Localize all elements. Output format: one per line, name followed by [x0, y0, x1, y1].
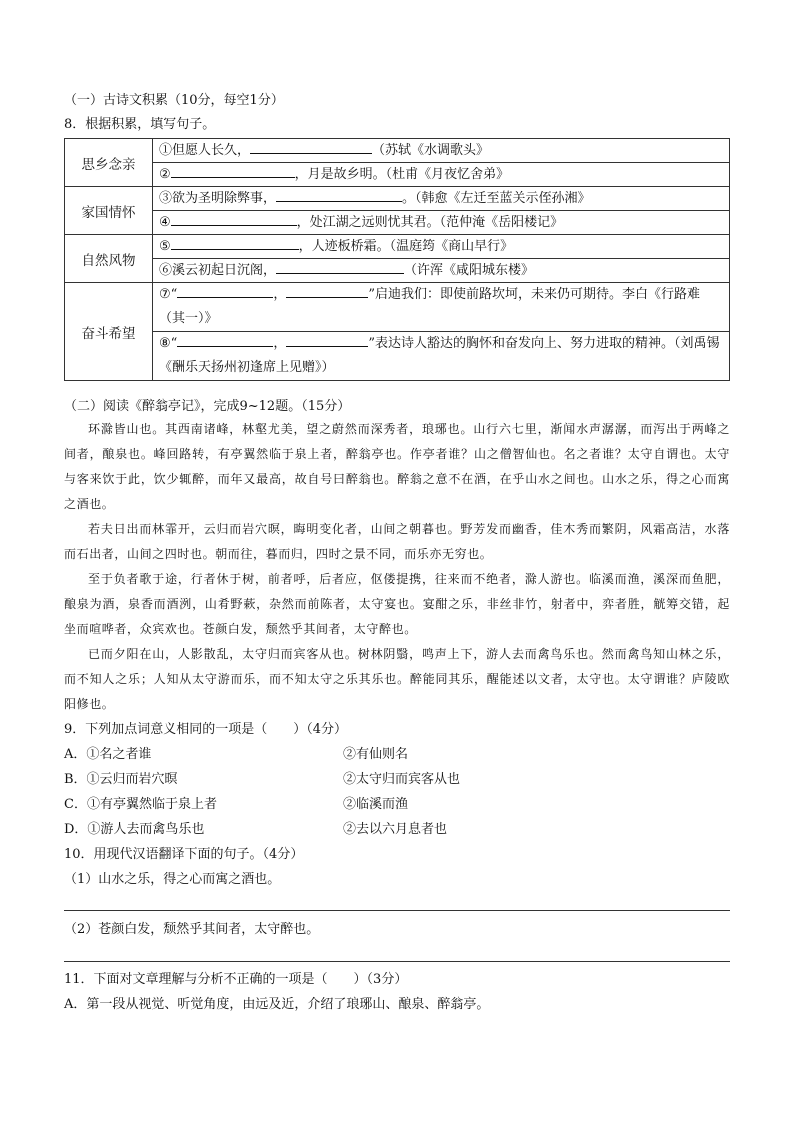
answer-blank[interactable] [250, 139, 372, 154]
answer-blank[interactable] [177, 283, 273, 298]
answer-blank[interactable] [171, 211, 297, 226]
reading-passage [64, 417, 730, 717]
fill-item: ② ，月是故乡明。（杜甫《月夜忆舍弟》 [153, 163, 730, 187]
q9-option-b-pair: ②太守归而宾客从也 [343, 772, 461, 787]
answer-blank[interactable] [276, 187, 402, 202]
passage-paragraph: 环滁皆山也。其西南诸峰，林壑尤美，望之蔚然而深秀者，琅琊也。山行六七里，渐闻水声潺潺，而泻出于两峰之间者，酿泉也。峰回路转，有亭翼然临于泉上者，醉翁亭也。作亭者谁？山之僧智仙也。名之者谁？太守自谓也。太守与客来饮于此，饮少辄醉，而年又最高，故自号曰醉翁也。醉翁之意不在酒，在乎山水之间也。山水之乐，得之心而寓之酒也。 [64, 422, 730, 511]
answer-line[interactable] [64, 961, 730, 962]
fill-item: ③欲为圣明除弊事， 。（韩愈《左迁至蓝关示侄孙湘》 [153, 187, 730, 211]
answer-blank[interactable] [286, 283, 368, 298]
table-row [65, 211, 730, 235]
table-row [65, 283, 730, 332]
passage-paragraph: 若夫日出而林霏开，云归而岩穴暝，晦明变化者，山间之朝暮也。野芳发而幽香，佳木秀而繁阴，风霜高洁，水落而石出者，山间之四时也。朝而往，暮而归，四时之景不同，而乐亦无穷也。 [64, 522, 730, 561]
category-cell: 思乡念亲 [65, 139, 153, 187]
answer-blank[interactable] [171, 235, 299, 250]
q10-sentence-1: （1）山水之乐，得之心而寓之酒也。 [64, 872, 281, 887]
answer-blank[interactable] [276, 259, 404, 274]
q9-option-a[interactable]: A．①名之者谁 [64, 747, 152, 762]
category-cell: 家国情怀 [65, 187, 153, 235]
table-row [65, 187, 730, 211]
fill-item: ⑦“ ， ”启迪我们：即使前路坎坷，未来仍可期待。李白《行路难（其一）》 [153, 283, 730, 332]
q10-title: 10．用现代汉语翻译下面的句子。（4分） [64, 847, 304, 862]
table-row [65, 332, 730, 381]
q11-title: 11．下面对文章理解与分析不正确的一项是（ ）（3分） [64, 972, 408, 987]
category-cell: 自然风物 [65, 235, 153, 283]
q9-option-d-pair: ②去以六月息者也 [343, 822, 448, 837]
answer-blank[interactable] [286, 332, 368, 347]
q11-option-a[interactable]: A．第一段从视觉、听觉角度，由远及近，介绍了琅琊山、酿泉、醉翁亭。 [64, 997, 490, 1012]
fill-item: ⑥溪云初起日沉阁， （许浑《咸阳城东楼》 [153, 259, 730, 283]
table-row [65, 163, 730, 187]
q8-table [64, 138, 730, 381]
answer-line[interactable] [64, 910, 730, 911]
category-cell: 奋斗希望 [65, 283, 153, 381]
table-row [65, 259, 730, 283]
q8-title: 8．根据积累，填写句子。 [64, 117, 216, 132]
q9-option-a-pair: ②有仙则名 [343, 747, 409, 762]
q9-option-b[interactable]: B．①云归而岩穴暝 [64, 772, 178, 787]
fill-item: ④ ，处江湖之远则忧其君。（范仲淹《岳阳楼记》 [153, 211, 730, 235]
q9-option-d[interactable]: D．①游人去而禽鸟乐也 [64, 822, 205, 837]
fill-item: ⑤ ，人迹板桥霜。（温庭筠《商山早行》 [153, 235, 730, 259]
q9-option-c[interactable]: C．①有亭翼然临于泉上者 [64, 797, 217, 812]
table-row [65, 139, 730, 163]
q9-option-c-pair: ②临溪而渔 [343, 797, 409, 812]
q10-sentence-2: （2）苍颜白发，颓然乎其间者，太守醉也。 [64, 922, 320, 937]
answer-blank[interactable] [171, 163, 295, 178]
section2-title: （二）阅读《醉翁亭记》，完成9~12题。（15分） [64, 399, 351, 414]
fill-item: ①但愿人长久， （苏轼《水调歌头》 [153, 139, 730, 163]
passage-paragraph: 至于负者歌于途，行者休于树，前者呼，后者应，伛偻提携，往来而不绝者，滁人游也。临溪而渔，溪深而鱼肥，酿泉为酒，泉香而酒洌，山肴野蔌，杂然而前陈者，太守宴也。宴酣之乐，非丝非竹，射者中，弈者胜，觥筹交错，起坐而喧哗者，众宾欢也。苍颜白发，颓然乎其间者，太守醉也。 [64, 572, 730, 636]
section1-title: （一）古诗文积累（10分，每空1分） [64, 93, 284, 108]
answer-blank[interactable] [177, 332, 273, 347]
q9-title: 9．下列加点词意义相同的一项是（ ）（4分） [64, 722, 348, 737]
passage-paragraph: 已而夕阳在山，人影散乱，太守归而宾客从也。树林阴翳，鸣声上下，游人去而禽鸟乐也。然而禽鸟知山林之乐，而不知人之乐；人知从太守游而乐，而不知太守之乐其乐也。醉能同其乐，醒能述以文者，太守也。太守谓谁？庐陵欧阳修也。 [64, 647, 730, 711]
table-row [65, 235, 730, 259]
fill-item: ⑧“ ， ”表达诗人豁达的胸怀和奋发向上、努力进取的精神。（刘禹锡《酬乐天扬州初逢席上见赠》） [153, 332, 730, 381]
